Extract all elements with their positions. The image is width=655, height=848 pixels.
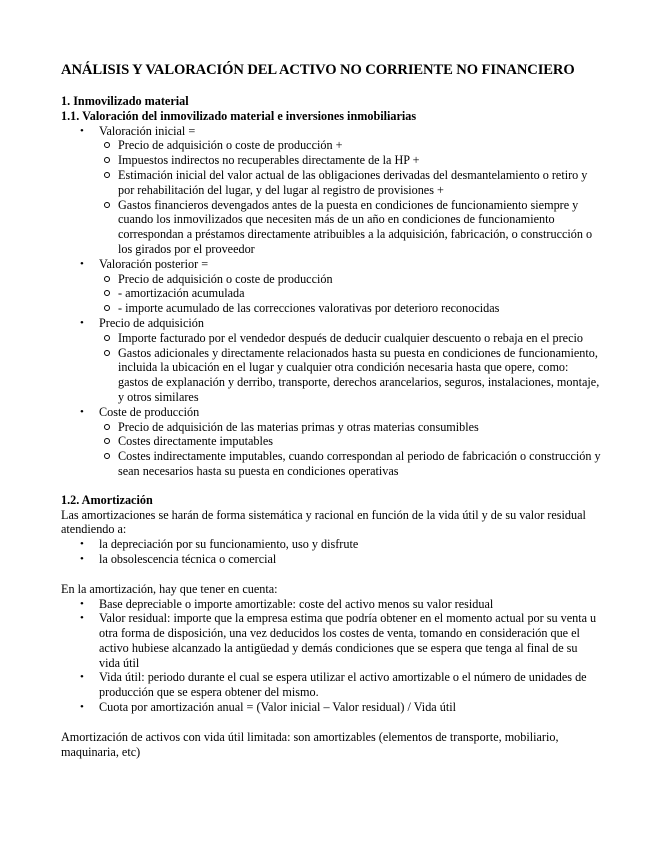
section-1-1-heading: 1.1. Valoración del inmovilizado material e inversiones inmobiliarias [61, 108, 417, 123]
sub-list-item: Gastos financieros devengados antes de la puesta en condiciones de funcionamiento siempre y cuando los inmovilizados que necesiten más de un año en condiciones de funcionamiento correspondan a préstamos directamente atribuibles a la adquisición, fabricación, o construcción o los girados por el proveedor [61, 198, 601, 257]
document-title: ANÁLISIS Y VALORACIÓN DEL ACTIVO NO CORRIENTE NO FINANCIERO [61, 62, 575, 78]
sub-list-item: Costes indirectamente imputables, cuando correspondan al periodo de fabricación o construcción y sean necesarios hasta su puesta en condiciones operativas [61, 449, 601, 479]
list-item: • la depreciación por su funcionamiento, uso y disfrute [61, 537, 601, 552]
section-1-heading: 1. Inmovilizado material [61, 94, 189, 108]
list-item-label: Coste de producción [99, 404, 200, 419]
sub-list [99, 331, 601, 405]
list-item: • la obsolescencia técnica o comercial [61, 552, 601, 567]
sub-list-item: Estimación inicial del valor actual de las obligaciones derivadas del desmantelamiento o retiro y por rehabilitación del lugar, y del lugar al registro de provisiones + [61, 168, 601, 198]
document-page [61, 62, 601, 759]
sub-list-item: Costes directamente imputables [61, 434, 601, 449]
section-1-2-heading: 1.2. Amortización [61, 492, 153, 507]
list-item: • Vida útil: periodo durante el cual se espera utilizar el activo amortizable o el número de unidades de producción que se espera obtener del mismo. [61, 670, 601, 700]
sub-list-item: Impuestos indirectos no recuperables directamente de la HP + [61, 153, 601, 168]
sub-list [99, 420, 601, 479]
sub-list-item: Precio de adquisición o coste de producción + [61, 138, 601, 153]
list-item: • Valor residual: importe que la empresa estima que podría obtener en el momento actual por su venta u otra forma de disposición, una vez deducidos los costes de venta, tomando en consideración que el activo hubiese alcanzado la antigüedad y demás condiciones que se espera que tenga al final de su vida útil [61, 611, 601, 670]
amortization-considerations-list [61, 597, 601, 715]
sub-list-item: Importe facturado por el vendedor después de deducir cualquier descuento o rebaja en el precio [61, 331, 601, 346]
sub-list-item: Precio de adquisición o coste de producción [61, 272, 601, 287]
list-item: • Base depreciable o importe amortizable: coste del activo menos su valor residual [61, 597, 601, 612]
sub-list [99, 272, 601, 316]
sub-list-item: Gastos adicionales y directamente relacionados hasta su puesta en condiciones de funcionamiento, incluida la ubicación en el lugar y cualquier otra condición necesaria hasta que opere, como: gastos de explanación y derribo, transporte, derechos arancelarios, seguros, instalaciones, montaje, y otros similares [61, 346, 601, 405]
list-item [61, 124, 601, 257]
list-item-label: Valoración posterior = [99, 256, 209, 271]
valuation-list [61, 124, 601, 479]
sub-list [99, 138, 601, 256]
list-item [61, 257, 601, 316]
amortization-considerations-intro: En la amortización, hay que tener en cuenta: [61, 581, 278, 596]
sub-list-item: - importe acumulado de las correcciones valorativas por deterioro reconocidas [61, 301, 601, 316]
list-item-label: Valoración inicial = [99, 123, 196, 138]
amortization-intro: Las amortizaciones se harán de forma sistemática y racional en función de la vida útil y de su valor residual atendiendo a: [61, 507, 586, 537]
list-item: • Cuota por amortización anual = (Valor inicial – Valor residual) / Vida útil [61, 700, 601, 715]
list-item [61, 405, 601, 479]
limited-life-assets-paragraph: Amortización de activos con vida útil limitada: son amortizables (elementos de transporte, mobiliario, maquinaria, etc) [61, 729, 559, 759]
list-item-label: Precio de adquisición [99, 315, 204, 330]
sub-list-item: Precio de adquisición de las materias primas y otras materias consumibles [61, 420, 601, 435]
sub-list-item: - amortización acumulada [61, 286, 601, 301]
list-item [61, 316, 601, 405]
amortization-factors-list [61, 537, 601, 567]
